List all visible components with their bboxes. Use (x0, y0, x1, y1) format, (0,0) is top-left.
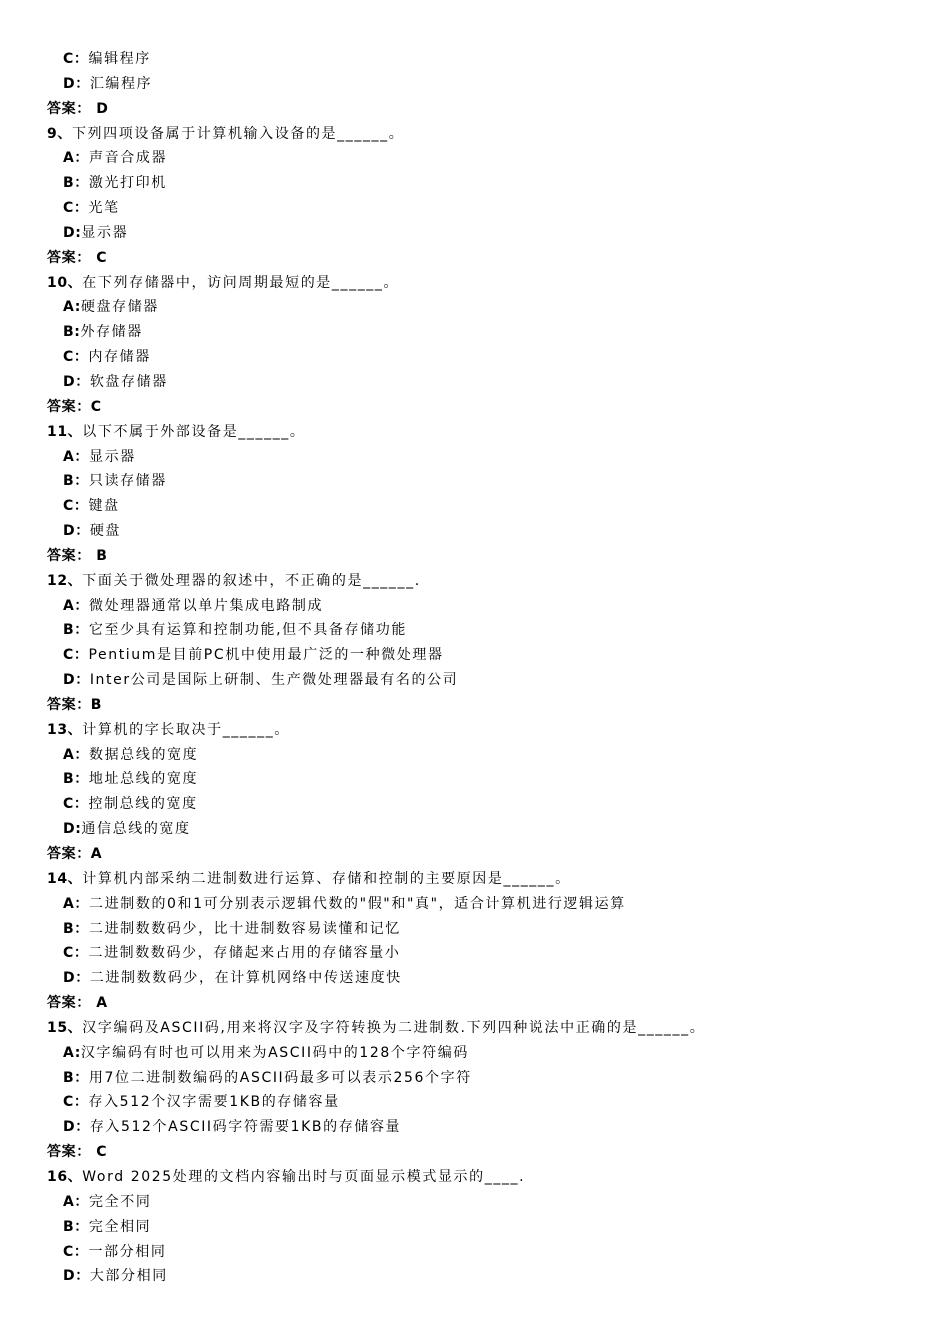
option-text: 地址总线的宽度 (88, 771, 199, 788)
option-label: D: (63, 224, 82, 241)
option-text: 存入512个ASCII码字符需要1KB的存储容量 (89, 1119, 402, 1136)
option-label: D： (63, 970, 90, 987)
option-label: D： (63, 1268, 90, 1285)
option-text: 控制总线的宽度 (88, 796, 198, 813)
option-label: B： (63, 771, 89, 788)
question-number: 11、 (47, 423, 83, 440)
option-line (0, 469, 950, 494)
option-label: A： (63, 150, 90, 167)
option-line (0, 146, 950, 171)
question-line (0, 122, 950, 147)
option-text: 大部分相同 (89, 1268, 168, 1285)
option-line (0, 767, 950, 792)
option-text: 软盘存储器 (89, 373, 168, 390)
option-line (0, 1115, 950, 1140)
question-text: 下列四项设备属于计算机输入设备的是______。 (71, 125, 405, 142)
option-label: C： (63, 200, 89, 217)
question-number: 9、 (47, 125, 72, 142)
option-label: C： (63, 647, 89, 664)
option-label: C： (63, 1243, 89, 1260)
question-text: 计算机的字长取决于______。 (82, 721, 290, 738)
option-line (0, 1264, 950, 1289)
option-line (0, 494, 950, 519)
option-line (0, 171, 950, 196)
option-label: C： (63, 498, 89, 515)
option-label: A： (63, 448, 90, 465)
question-number: 10、 (47, 274, 83, 291)
question-line (0, 867, 950, 892)
option-line (0, 72, 950, 97)
question-number: 16、 (47, 1168, 83, 1185)
option-label: D： (63, 672, 90, 689)
option-text: 二进制数数码少，存储起来占用的存储容量小 (88, 945, 401, 962)
question-line (0, 718, 950, 743)
option-line (0, 966, 950, 991)
option-text: 只读存储器 (88, 473, 167, 490)
option-line (0, 817, 950, 842)
option-text: 光笔 (88, 200, 120, 217)
answer-line: 答案： D (47, 100, 109, 117)
question-number: 15、 (47, 1019, 83, 1036)
option-text: 完全相同 (88, 1218, 152, 1235)
question-text: 以下不属于外部设备是______。 (82, 423, 306, 440)
option-text: 微处理器通常以单片集成电路制成 (89, 597, 324, 614)
question-line (0, 1016, 950, 1041)
option-label: B： (63, 175, 89, 192)
option-line (0, 743, 950, 768)
option-text: 硬盘 (89, 523, 122, 540)
answer-line: 答案：A (47, 846, 103, 862)
option-text: 数据总线的宽度 (89, 746, 199, 763)
answer-line: 答案： C (47, 1144, 108, 1161)
option-label: B： (63, 1069, 89, 1086)
answer-line: 答案： C (47, 249, 108, 266)
option-text: 用7位二进制数编码的ASCII码最多可以表示256个字符 (88, 1069, 472, 1086)
option-text: 二进制数数码少，比十进制数容易读懂和记忆 (88, 920, 401, 937)
option-line (0, 445, 950, 470)
option-text: 汇编程序 (89, 75, 153, 92)
option-text: Pentium是目前PC机中使用最广泛的一种微处理器 (88, 647, 444, 664)
option-line (0, 941, 950, 966)
option-label: C： (63, 796, 89, 813)
question-number: 14、 (47, 870, 83, 887)
option-line (0, 221, 950, 246)
question-text: Word 2025处理的文档内容输出时与页面显示模式显示的____. (82, 1168, 526, 1185)
question-text: 下面关于微处理器的叙述中，不正确的是______. (82, 572, 421, 589)
answer-line: 答案： B (47, 547, 108, 564)
option-label: D： (63, 75, 90, 92)
option-label: B： (63, 473, 89, 490)
option-text: 通信总线的宽度 (81, 821, 191, 838)
option-text: 完全不同 (89, 1193, 152, 1210)
option-text: Inter公司是国际上研制、生产微处理器最有名的公司 (89, 672, 459, 689)
option-line (0, 1240, 950, 1265)
option-line (0, 47, 950, 72)
question-text: 汉字编码及ASCII码,用来将汉字及字符转换为二进制数.下列四种说法中正确的是______。 (82, 1019, 706, 1036)
question-line (0, 271, 950, 296)
option-text: 外存储器 (80, 324, 143, 341)
option-line (0, 792, 950, 817)
question-line (0, 1165, 950, 1190)
option-line (0, 1215, 950, 1240)
option-line (0, 668, 950, 693)
answer-line: 答案： A (47, 995, 108, 1012)
option-text: 它至少具有运算和控制功能,但不具备存储功能 (88, 622, 407, 639)
question-line (0, 569, 950, 594)
question-line (0, 420, 950, 445)
option-line (0, 594, 950, 619)
option-text: 一部分相同 (88, 1243, 167, 1260)
answer-line: 答案：B (47, 696, 103, 713)
option-label: C： (63, 1094, 89, 1111)
option-line (0, 1190, 950, 1215)
option-label: A: (63, 299, 81, 316)
option-text: 键盘 (88, 498, 120, 515)
option-label: A： (63, 597, 90, 614)
option-text: 内存储器 (88, 349, 151, 366)
option-label: D： (63, 373, 90, 390)
option-label: D： (63, 523, 90, 540)
option-text: 显示器 (89, 448, 136, 465)
option-line (0, 1090, 950, 1115)
option-line (0, 892, 950, 917)
option-label: A： (63, 746, 90, 763)
option-text: 编辑程序 (88, 51, 151, 67)
question-text: 计算机内部采纳二进制数进行运算、存储和控制的主要原因是______。 (82, 870, 571, 887)
question-number: 13、 (47, 721, 83, 738)
option-line (0, 196, 950, 221)
option-label: A： (63, 895, 90, 912)
option-line (0, 618, 950, 643)
option-label: B: (63, 324, 81, 341)
option-label: B： (63, 920, 89, 937)
option-text: 声音合成器 (89, 150, 168, 167)
option-text: 激光打印机 (88, 175, 167, 192)
option-text: 汉字编码有时也可以用来为ASCII码中的128个字符编码 (80, 1044, 469, 1061)
option-line (0, 320, 950, 345)
option-line (0, 1041, 950, 1066)
option-label: A: (63, 1044, 81, 1061)
option-text: 显示器 (81, 224, 129, 241)
option-label: D： (63, 1119, 90, 1136)
option-label: C： (63, 945, 89, 962)
option-line (0, 1066, 950, 1091)
option-text: 存入512个汉字需要1KB的存储容量 (88, 1094, 340, 1111)
option-label: C： (63, 349, 89, 366)
option-text: 二进制数的0和1可分别表示逻辑代数的"假"和"真"，适合计算机进行逻辑运算 (89, 895, 626, 912)
document-page (0, 47, 950, 1289)
option-line (0, 519, 950, 544)
option-label: D: (63, 821, 82, 838)
option-line (0, 345, 950, 370)
option-label: B： (63, 1218, 89, 1235)
option-line (0, 643, 950, 668)
option-line (0, 370, 950, 395)
option-label: A： (63, 1193, 90, 1210)
question-number: 12、 (47, 572, 83, 589)
question-text: 在下列存储器中，访问周期最短的是______。 (82, 274, 400, 291)
option-label: B： (63, 622, 89, 639)
option-line (0, 295, 950, 320)
option-text: 硬盘存储器 (80, 299, 159, 316)
option-label: C： (63, 51, 89, 67)
answer-line: 答案：C (47, 398, 102, 415)
option-line (0, 917, 950, 942)
option-text: 二进制数数码少，在计算机网络中传送速度快 (89, 970, 402, 987)
